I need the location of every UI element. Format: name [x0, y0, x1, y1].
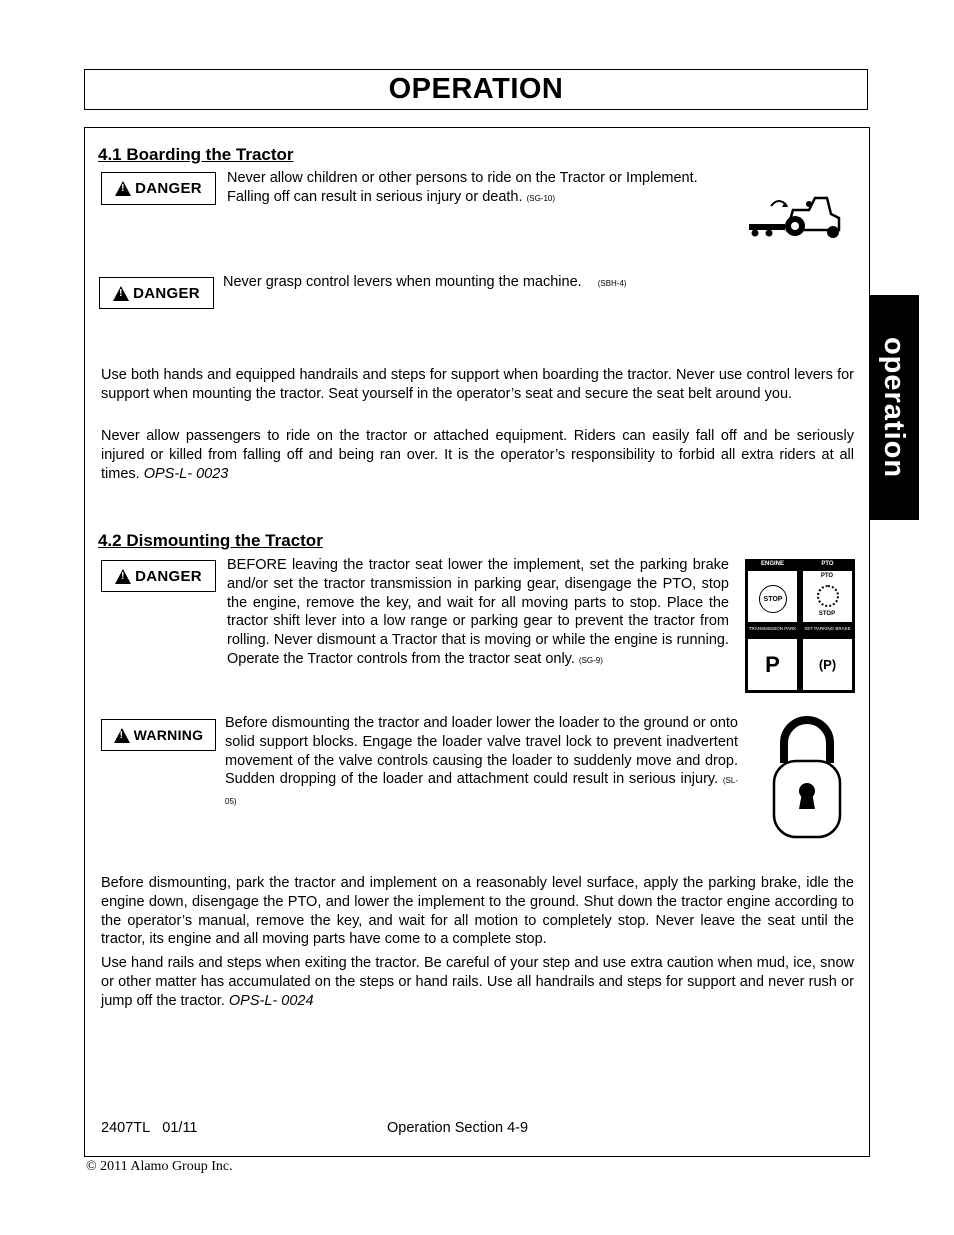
footer-section: Operation Section 4-9 [387, 1120, 529, 1136]
side-tab-label: operation [878, 336, 911, 479]
parking-brake-icon: (P) [802, 638, 853, 691]
section-4-2-title: 4.2 Dismounting the Tractor [98, 531, 323, 550]
danger-message-sg10 [227, 169, 737, 209]
ops-code: OPS-L- 0023 [143, 465, 229, 482]
danger-sign-label: DANGER [135, 567, 202, 585]
footer-model: 2407TL 01/11 [101, 1120, 198, 1136]
pto-stop-cell: PTO STOP [802, 570, 853, 623]
danger-sign-label: DANGER [135, 180, 202, 197]
safety-code: (SG-9) [578, 655, 603, 665]
danger-text: BEFORE leaving the tractor seat lower the implement, set the parking brake and/or set the tractor transmission in parking gear, disengage the PTO, stop the engine, remove the key, and wait for all moving parts to stop. Place the tractor shift lever into a low range or parking gear to prevent the tractor from rolling. Never dismount a Tractor that is moving or while the engine is running. Operate the Tractor controls from the tractor seat only. [227, 557, 729, 667]
warning-triangle-icon [114, 728, 130, 743]
engine-label: ENGINE [760, 561, 784, 567]
boarding-paragraph-1: Use both hands and equipped handrails and steps for support when boarding the tractor. Never use control levers for support when mounting the tractor. Seat yourself in the operator’s seat and secure the seat belt around you. [101, 367, 854, 402]
section-4-1-title: 4.1 Boarding the Tractor [98, 145, 294, 164]
brake-label: SET PARKING BRAKE [804, 626, 851, 631]
safety-code: (SG-10) [526, 193, 556, 203]
boarding-paragraph-2: Never allow passengers to ride on the tractor or attached equipment. Riders can easily fall off and be seriously injured or killed from falling off and being ran over. It is the operator’s responsibility to forbid all extra riders at all times. OPS-L- 0023 [101, 428, 854, 482]
warning-triangle-icon [115, 181, 131, 196]
tractor-rollover-icon [747, 192, 845, 240]
safety-code: (SBH-4) [597, 279, 627, 288]
safety-code: (SL-05) [225, 776, 739, 807]
danger-message-sg9 [227, 556, 729, 671]
ops-code: OPS-L- 0024 [228, 992, 314, 1009]
warning-sign-label: WARNING [133, 727, 204, 743]
engine-stop-cell [747, 570, 798, 623]
danger-sign [101, 172, 216, 205]
park-gear-icon: P [747, 638, 798, 691]
warning-sign [101, 719, 216, 751]
section-side-tab [869, 295, 919, 520]
warning-triangle-icon [113, 286, 129, 301]
dismounting-paragraph-2: Use hand rails and steps when exiting the tractor. Be careful of your step and use extra caution when mud, ice, snow or other matter has accumulated on the steps or hand rails. Use all handrails and steps for support and never rush or jump off the tractor. OPS-L- 0024 [101, 955, 854, 1009]
warning-text: Before dismounting the tractor and loader lower the loader to the ground or onto solid support blocks. Engage the loader valve travel lock to prevent inadvertent movement of the valve controls causing the loader to suddenly move and drop. Sudden dropping of the loader and attachment could result in serious injury. [225, 715, 738, 788]
copyright: © 2011 Alamo Group Inc. [86, 1159, 233, 1174]
warning-triangle-icon [115, 569, 131, 584]
tractor-controls-graphic [745, 559, 855, 693]
page-title: OPERATION [388, 73, 564, 105]
page-header [84, 69, 868, 110]
stop-button-icon: STOP [759, 585, 787, 613]
dismounting-paragraph-1: Before dismounting, park the tractor and implement on a reasonably level surface, apply the parking brake, idle the engine down, disengage the PTO, and lower the implement to the ground. Shut down the tractor engine according to the operator’s manual, remove the key, and wait for all motion to completely stop. Never leave the seat until the tractor, its engine and all moving parts have come to a complete stop. [101, 875, 854, 948]
danger-message-sbh4 [223, 273, 743, 294]
danger-text: Never grasp control levers when mounting the machine. [223, 274, 582, 290]
pto-gear-icon [817, 585, 839, 607]
pto-label: PTO [821, 561, 834, 567]
danger-sign [99, 277, 214, 309]
danger-sign [101, 560, 216, 592]
danger-text: Never allow children or other persons to ride on the Tractor or Implement. Falling off can result in serious injury or death. [227, 170, 698, 205]
warning-message-sl05 [225, 714, 738, 812]
danger-sign-label: DANGER [133, 284, 200, 302]
lock-icon [772, 713, 842, 839]
transmission-label: TRANSMISSION PARK [748, 626, 797, 631]
